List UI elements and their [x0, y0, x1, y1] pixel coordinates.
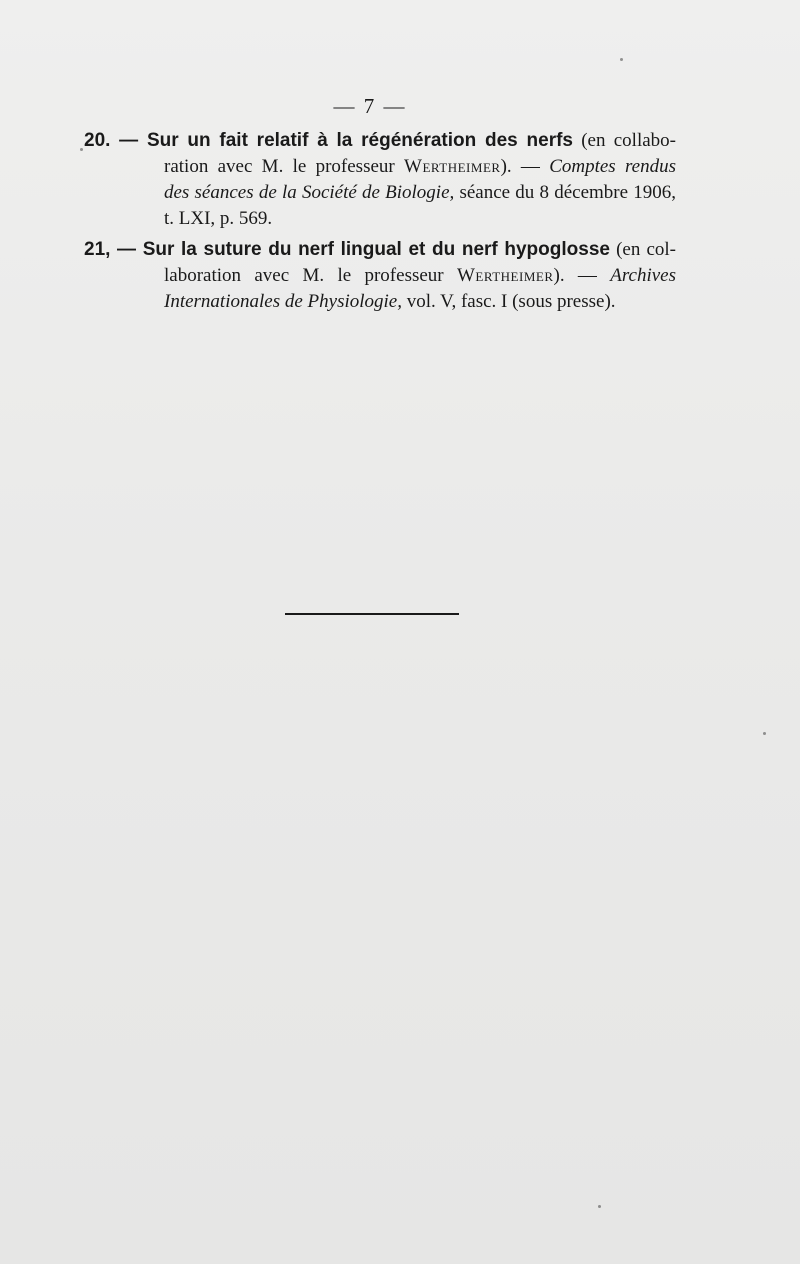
entry-title: Sur la suture du nerf lingual et du nerf hypoglosse: [142, 239, 610, 260]
entry-text: t. LXI, p. 569.: [164, 208, 273, 229]
entry-title: Sur un fait relatif à la régénération des nerfs: [146, 130, 573, 151]
journal-title: Internationales de Physiologie,: [164, 291, 402, 312]
entry-line: [84, 154, 676, 180]
page-number: — 7 —: [333, 94, 407, 118]
author-name: Wertheimer: [404, 156, 501, 177]
print-speck: [80, 148, 83, 151]
section-divider-rule: [285, 613, 459, 615]
bibliography-entry-20: [84, 128, 676, 232]
print-speck: [620, 58, 623, 61]
entry-text: séance du 8 décembre 1906,: [454, 182, 676, 203]
entry-text: (en col-: [609, 239, 676, 260]
entry-text: (en collabo-: [572, 130, 676, 151]
journal-title: des séances de la Société de Biologie,: [164, 182, 455, 203]
entry-line: [84, 289, 676, 315]
print-speck: [763, 732, 766, 735]
entry-text: ration avec M. le professeur: [164, 156, 405, 177]
entry-line: [84, 180, 676, 206]
entry-line: [84, 206, 676, 232]
journal-title: Comptes rendus: [549, 156, 676, 177]
entry-text: laboration avec M. le professeur: [164, 265, 457, 286]
bibliography-entry-21: [84, 237, 676, 315]
journal-title: Archives: [610, 265, 677, 286]
author-name: Wertheimer: [456, 265, 554, 286]
entry-text: vol. V, fasc. I (sous presse).: [401, 291, 616, 312]
show-through-text: [88, 340, 708, 366]
entry-text: ). —: [553, 265, 611, 286]
entry-text: ). —: [500, 156, 550, 177]
entry-line: [84, 237, 676, 263]
print-speck: [598, 1205, 601, 1208]
entry-number: 21, —: [84, 239, 143, 260]
entry-line: [84, 263, 676, 289]
entry-line: [84, 128, 676, 154]
entry-number: 20. —: [84, 130, 147, 151]
